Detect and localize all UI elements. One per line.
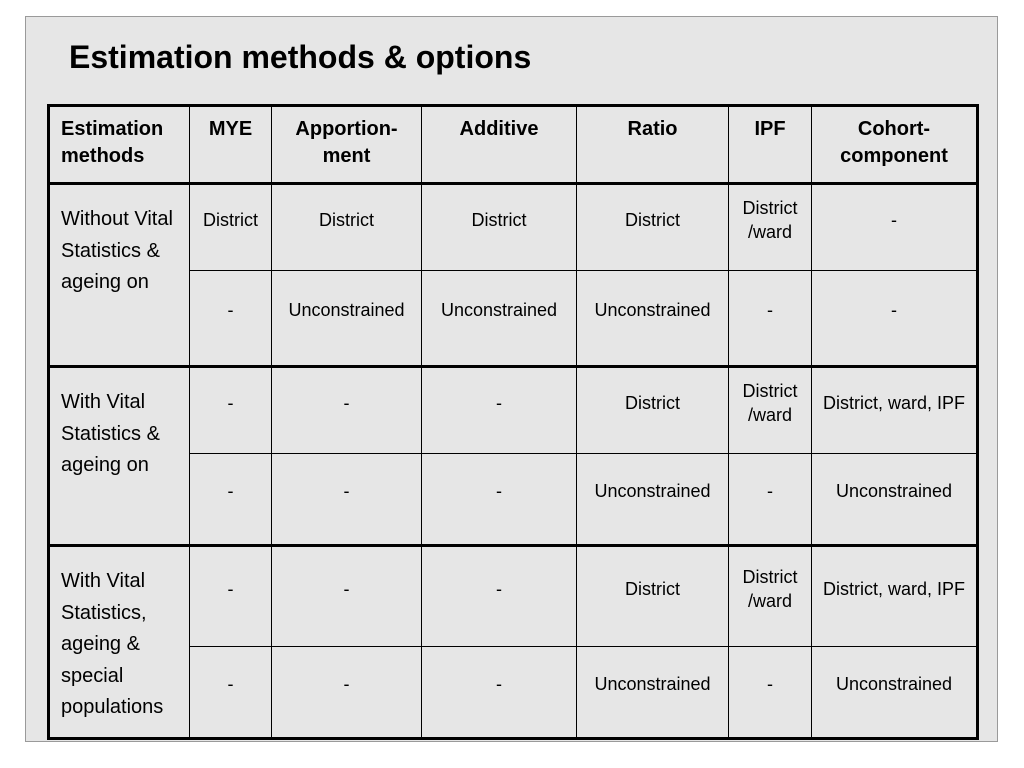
table-cell: - xyxy=(422,546,577,647)
table-cell: Unconstrained xyxy=(577,271,729,367)
table-cell: - xyxy=(272,454,422,546)
table-cell: Unconstrained xyxy=(812,647,978,739)
header-ipf: IPF xyxy=(729,106,812,184)
group-label: Without Vital Statistics & ageing on xyxy=(49,184,190,367)
table-cell: District /ward xyxy=(729,546,812,647)
slide-title: Estimation methods & options xyxy=(69,39,532,75)
table-cell: - xyxy=(190,271,272,367)
table-cell: - xyxy=(812,271,978,367)
table-cell: District /ward xyxy=(729,367,812,454)
table-cell: - xyxy=(190,647,272,739)
header-mye: MYE xyxy=(190,106,272,184)
table-cell: Unconstrained xyxy=(272,271,422,367)
table-cell: - xyxy=(272,546,422,647)
header-row xyxy=(49,106,978,184)
table-cell: District xyxy=(422,184,577,271)
table-cell: - xyxy=(422,647,577,739)
group-label: With Vital Statistics & ageing on xyxy=(49,367,190,546)
table-cell: - xyxy=(729,271,812,367)
table-cell: Unconstrained xyxy=(422,271,577,367)
table-cell: - xyxy=(272,367,422,454)
table-cell: District, ward, IPF xyxy=(812,546,978,647)
table-cell: District xyxy=(577,367,729,454)
table-cell: District xyxy=(190,184,272,271)
table-cell: - xyxy=(190,546,272,647)
header-ratio: Ratio xyxy=(577,106,729,184)
table-cell: Unconstrained xyxy=(577,647,729,739)
table-cell: - xyxy=(422,454,577,546)
header-apportionment: Apportion-ment xyxy=(272,106,422,184)
table-row xyxy=(49,546,978,647)
table-cell: District, ward, IPF xyxy=(812,367,978,454)
table-cell: District xyxy=(577,546,729,647)
table-row xyxy=(49,367,978,454)
table-cell: - xyxy=(812,184,978,271)
table-cell: - xyxy=(190,454,272,546)
table-cell: District xyxy=(272,184,422,271)
table-cell: - xyxy=(729,454,812,546)
table-cell: - xyxy=(422,367,577,454)
table-cell: District /ward xyxy=(729,184,812,271)
table-cell: Unconstrained xyxy=(812,454,978,546)
table-cell: - xyxy=(190,367,272,454)
table-cell: Unconstrained xyxy=(577,454,729,546)
header-additive: Additive xyxy=(422,106,577,184)
slide xyxy=(25,16,998,742)
group-label: With Vital Statistics, ageing & special populations xyxy=(49,546,190,739)
table-cell: - xyxy=(272,647,422,739)
table-cell: - xyxy=(729,647,812,739)
header-estimation-methods: Estimation methods xyxy=(49,106,190,184)
header-cohort-component: Cohort-component xyxy=(812,106,978,184)
table-cell: District xyxy=(577,184,729,271)
estimation-methods-table xyxy=(47,104,979,740)
table-row xyxy=(49,184,978,271)
